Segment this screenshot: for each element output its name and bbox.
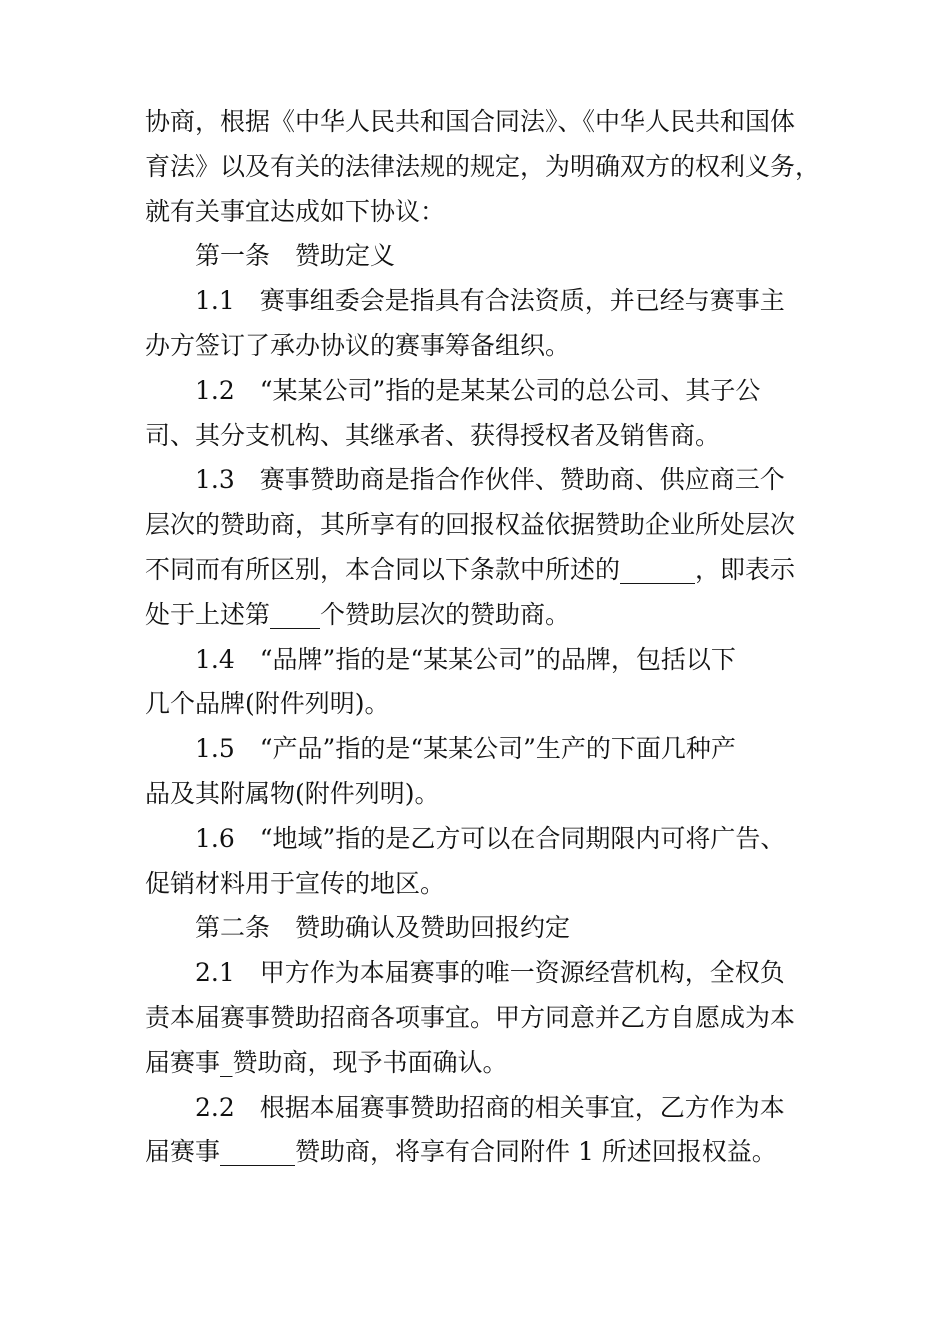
article-2-heading: 第二条 赞助确认及赞助回报约定 [195,913,571,942]
paragraph-line-3: 就有关事宜达成如下协议： [145,197,446,226]
clause-1-1-line-1: 1.1 赛事组委会是指具有合法资质，并已经与赛事主 [195,286,785,315]
article-1-heading: 第一条 赞助定义 [195,241,396,270]
clause-1-3-line-2: 层次的赞助商，其所享有的回报权益依据赞助企业所处层次 [145,510,796,539]
clause-1-2-line-2: 司、其分支机构、其继承者、获得授权者及销售商。 [145,421,721,450]
clause-1-6-line-1: 1.6 “地域”指的是乙方可以在合同期限内可将广告、 [195,824,786,853]
clause-1-4-line-1: 1.4 “品牌”指的是“某某公司”的品牌，包括以下 [195,645,736,674]
clause-1-6-line-2: 促销材料用于宣传的地区。 [145,869,446,898]
clause-1-5-line-2: 品及其附属物(附件列明)。 [145,779,440,808]
clause-2-1-line-2: 责本届赛事赞助招商各项事宜。甲方同意并乙方自愿成为本 [145,1003,796,1032]
clause-2-1-line-3: 届赛事_赞助商，现予书面确认。 [145,1048,508,1077]
paragraph-line-1: 协商，根据《中华人民共和国合同法》、《中华人民共和国体 [145,107,796,136]
clause-2-2-line-2: 届赛事______赞助商，将享有合同附件 1 所述回报权益。 [145,1137,777,1166]
clause-2-1-line-1: 2.1 甲方作为本届赛事的唯一资源经营机构，全权负 [195,958,785,987]
clause-1-5-line-1: 1.5 “产品”指的是“某某公司”生产的下面几种产 [195,734,736,763]
clause-1-4-line-2: 几个品牌(附件列明)。 [145,689,390,718]
clause-2-2-line-1: 2.2 根据本届赛事赞助招商的相关事宜，乙方作为本 [195,1093,785,1122]
clause-1-1-line-2: 办方签订了承办协议的赛事筹备组织。 [145,331,571,360]
clause-1-2-line-1: 1.2 “某某公司”指的是某某公司的总公司、其子公 [195,376,761,405]
clause-1-3-line-4: 处于上述第____个赞助层次的赞助商。 [145,600,571,629]
clause-1-3-line-1: 1.3 赛事赞助商是指合作伙伴、赞助商、供应商三个 [195,465,785,494]
clause-1-3-line-3: 不同而有所区别，本合同以下条款中所述的______，即表示 [145,555,796,584]
paragraph-line-2: 育法》以及有关的法律法规的规定，为明确双方的权利义务， [145,152,821,181]
